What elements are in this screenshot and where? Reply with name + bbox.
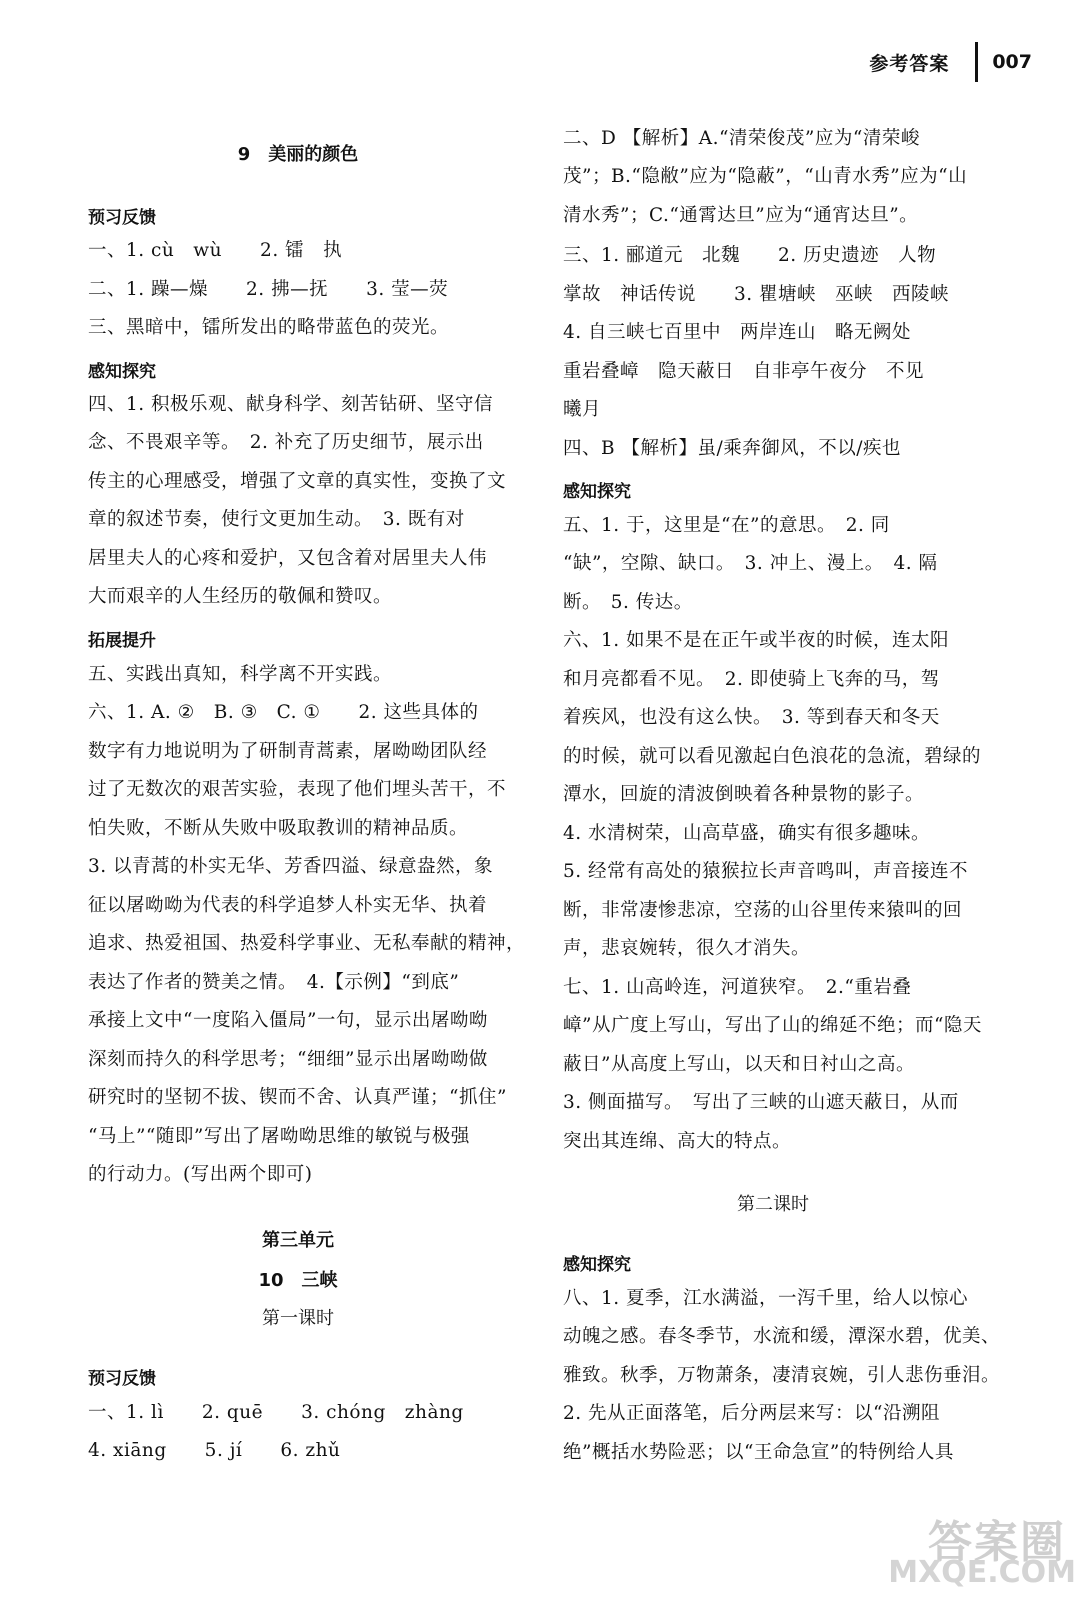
lesson-title: 9 美丽的颜色 <box>237 144 359 165</box>
answer-line: 征以屠呦呦为代表的科学追梦人朴实无华、执着 <box>88 895 488 916</box>
answer-line: 居里夫人的心疼和爱护，又包含着对居里夫人伟 <box>88 548 488 569</box>
answer-line: 五、1. 于，这里是“在”的意思。 2. 同 <box>563 515 890 536</box>
unit-title: 第三单元 <box>262 1230 334 1251</box>
answer-line: 3. 以青蒿的朴实无华、芳香四溢、绿意盎然，象 <box>88 856 494 877</box>
answer-line: 绝”概括水势险恶；以“王命急宣”的特例给人具 <box>563 1442 954 1463</box>
answer-line: 雅致。秋季，万物萧条，凄清哀婉，引人悲伤垂泪。 <box>563 1365 1001 1386</box>
period-title: 第一课时 <box>262 1308 334 1329</box>
answer-line: 六、1. 如果不是在正午或半夜的时候，连太阳 <box>563 630 950 651</box>
answer-line: 着疾风，也没有这么快。 3. 等到春天和冬天 <box>563 707 940 728</box>
answer-line: 八、1. 夏季，江水满溢，一泻千里，给人以惊心 <box>563 1288 969 1309</box>
answer-line: 三、黑暗中，镭所发出的略带蓝色的荧光。 <box>88 317 450 338</box>
answer-line: 四、B 【解析】虽/乘奔御风，不以/疾也 <box>563 438 901 459</box>
header-divider <box>975 42 978 82</box>
answer-line: 大而艰辛的人生经历的敬佩和赞叹。 <box>88 586 393 607</box>
watermark <box>866 1506 1076 1590</box>
answer-line: 的行动力。(写出两个即可) <box>88 1164 313 1185</box>
answer-line: 过了无数次的艰苦实验，表现了他们埋头苦干，不 <box>88 779 507 800</box>
answer-line: 5. 经常有高处的猿猴拉长声音鸣叫，声音接连不 <box>563 861 969 882</box>
answer-line: 断。 5. 传达。 <box>563 592 693 613</box>
answer-line: 2. 先从正面落笔，后分两层来写：以“沿溯阻 <box>563 1403 940 1424</box>
answer-line: 七、1. 山高岭连，河道狭窄。 2.“重岩叠 <box>563 977 912 998</box>
answer-line: 四、1. 积极乐观、献身科学、刻苦钻研、坚守信 <box>88 394 494 415</box>
answer-line: 断，非常凄惨悲凉，空荡的山谷里传来猿叫的回 <box>563 900 963 921</box>
answer-line: 重岩叠嶂 隐天蔽日 自非亭午夜分 不见 <box>563 361 925 382</box>
section-heading: 感知探究 <box>563 1255 631 1275</box>
answer-line: 动魄之感。春冬季节，水流和缓，潭深水碧，优美、 <box>563 1326 1001 1347</box>
answer-line: 五、实践出真知，科学离不开实践。 <box>88 664 393 685</box>
answer-line: 蔽日”从高度上写山，以天和日衬山之高。 <box>563 1054 915 1075</box>
answer-line: 表达了作者的赞美之情。 4.【示例】“到底” <box>88 972 460 993</box>
section-heading: 预习反馈 <box>88 208 156 228</box>
answer-line: 3. 侧面描写。 写出了三峡的山遮天蔽日，从而 <box>563 1092 959 1113</box>
answer-line: 清水秀”；C.“通霄达旦”应为“通宵达旦”。 <box>563 205 919 226</box>
lesson-title: 10 三峡 <box>258 1270 338 1291</box>
answer-line: 4. 自三峡七百里中 两岸连山 略无阙处 <box>563 322 912 343</box>
answer-line: 数字有力地说明为了研制青蒿素，屠呦呦团队经 <box>88 741 488 762</box>
answer-line: 追求、热爱祖国、热爱科学事业、无私奉献的精神， <box>88 933 526 954</box>
answer-line: 突出其连绵、高大的特点。 <box>563 1131 792 1152</box>
answer-line: 4. 水清树荣，山高草盛，确实有很多趣味。 <box>563 823 931 844</box>
answer-line: “马上”“随即”写出了屠呦呦思维的敏锐与极强 <box>88 1126 470 1147</box>
watermark-url: MXQE.COM <box>888 1555 1076 1590</box>
answer-line: 一、1. cù wù 2. 镭 执 <box>88 240 343 261</box>
period-title: 第二课时 <box>737 1194 809 1215</box>
answer-line: 曦月 <box>563 399 602 420</box>
answer-line: 茂”；B.“隐敝”应为“隐蔽”，“山青水秀”应为“山 <box>563 166 968 187</box>
watermark-logo-text: 答案圈 <box>928 1517 1066 1568</box>
answer-line: 念、不畏艰辛等。 2. 补充了历史细节，展示出 <box>88 432 484 453</box>
section-heading: 感知探究 <box>88 362 156 382</box>
section-heading: 拓展提升 <box>88 631 156 651</box>
section-heading: 感知探究 <box>563 482 631 502</box>
answer-line: 承接上文中“一度陷入僵局”一句，显示出屠呦呦 <box>88 1010 488 1031</box>
answer-line: 二、D 【解析】A.“清荣俊茂”应为“清荣峻 <box>563 128 920 149</box>
section-heading: 预习反馈 <box>88 1369 156 1389</box>
answer-line: 二、1. 躁—燥 2. 拂—抚 3. 莹—荧 <box>88 279 449 300</box>
answer-line: “缺”，空隙、缺口。 3. 冲上、漫上。 4. 隔 <box>563 553 938 574</box>
answer-line: 声，悲哀婉转，很久才消失。 <box>563 938 811 959</box>
page-header <box>869 40 1032 84</box>
answer-line: 和月亮都看不见。 2. 即使骑上飞奔的马，驾 <box>563 669 940 690</box>
answer-line: 的时候，就可以看见激起白色浪花的急流，碧绿的 <box>563 746 982 767</box>
answer-line: 六、1. A. ② B. ③ C. ① 2. 这些具体的 <box>88 702 479 723</box>
answer-line: 深刻而持久的科学思考；“细细”显示出屠呦呦做 <box>88 1049 488 1070</box>
answer-line: 研究时的坚韧不拔、锲而不舍、认真严谨；“抓住” <box>88 1087 507 1108</box>
answer-line: 三、1. 郦道元 北魏 2. 历史遗迹 人物 <box>563 245 937 266</box>
answer-line: 一、1. lì 2. quē 3. chóng zhàng <box>88 1402 464 1423</box>
answer-line: 潭水，回旋的清波倒映着各种景物的影子。 <box>563 784 925 805</box>
answer-line: 怕失败，不断从失败中吸取教训的精神品质。 <box>88 818 469 839</box>
answer-line: 掌故 神话传说 3. 瞿塘峡 巫峡 西陵峡 <box>563 284 950 305</box>
page-number: 007 <box>992 51 1032 73</box>
answer-line: 4. xiāng 5. jí 6. zhǔ <box>88 1440 341 1461</box>
header-title: 参考答案 <box>869 52 950 75</box>
answer-line: 传主的心理感受，增强了文章的真实性，变换了文 <box>88 471 507 492</box>
answer-line: 嶂”从广度上写山，写出了山的绵延不绝；而“隐天 <box>563 1015 982 1036</box>
answer-line: 章的叙述节奏，使行文更加生动。 3. 既有对 <box>88 509 465 530</box>
